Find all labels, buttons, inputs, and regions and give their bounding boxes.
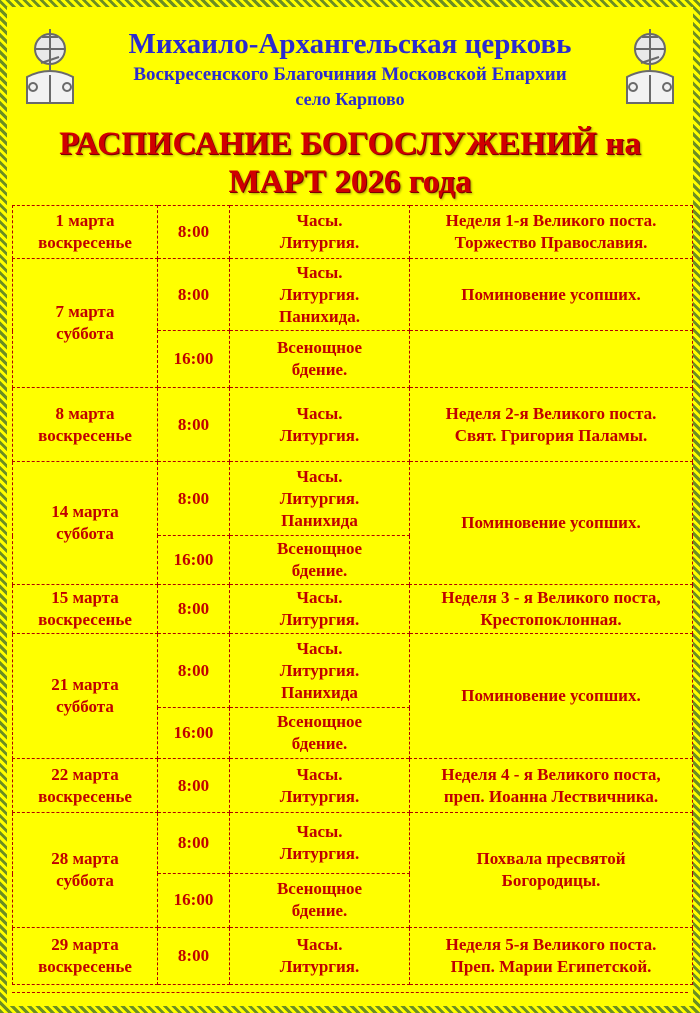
table-row xyxy=(13,927,693,984)
title-line-1: РАСПИСАНИЕ БОГОСЛУЖЕНИЙ на xyxy=(59,126,641,162)
schedule-table xyxy=(12,205,693,985)
date-cell: 7 марта суббота xyxy=(13,259,158,388)
table-row xyxy=(13,462,693,536)
note-cell: Неделя 4 - я Великого поста, преп. Иоанна Лествичника. xyxy=(410,759,693,812)
time-cell: 8:00 xyxy=(158,812,230,874)
note-cell: Неделя 3 - я Великого поста, Крестопоклонная. xyxy=(410,585,693,634)
note-cell: Неделя 5-я Великого поста. Преп. Марии Египетской. xyxy=(410,927,693,984)
note-cell: Поминовение усопших. xyxy=(410,634,693,759)
service-cell: Часы. Литургия. Панихида. xyxy=(230,259,410,331)
note-cell: Поминовение усопших. xyxy=(410,259,693,331)
service-cell: Часы. Литургия. xyxy=(230,388,410,462)
note-cell: Похвала пресвятой Богородицы. xyxy=(410,812,693,927)
note-cell: Неделя 1-я Великого поста. Торжество Православия. xyxy=(410,206,693,259)
time-cell: 16:00 xyxy=(158,331,230,388)
service-cell: Часы. Литургия. xyxy=(230,759,410,812)
note-cell: Неделя 2-я Великого поста. Свят. Григория Паламы. xyxy=(410,388,693,462)
service-cell: Часы. Литургия. Панихида xyxy=(230,462,410,536)
time-cell: 8:00 xyxy=(158,388,230,462)
date-cell: 28 марта суббота xyxy=(13,812,158,927)
date-cell: 1 марта воскресенье xyxy=(13,206,158,259)
table-row xyxy=(13,634,693,708)
service-cell: Часы. Литургия. Панихида xyxy=(230,634,410,708)
service-cell: Часы. Литургия. xyxy=(230,927,410,984)
table-row xyxy=(13,812,693,874)
time-cell: 8:00 xyxy=(158,759,230,812)
service-cell: Всенощное бдение. xyxy=(230,331,410,388)
time-cell: 16:00 xyxy=(158,874,230,927)
table-row xyxy=(13,759,693,812)
schedule-title xyxy=(7,125,693,201)
note-cell xyxy=(410,331,693,388)
village-name: село Карпово xyxy=(295,89,405,109)
table-row xyxy=(13,259,693,331)
note-cell: Поминовение усопших. xyxy=(410,462,693,585)
time-cell: 8:00 xyxy=(158,634,230,708)
deanery-name: Воскресенского Благочиния Московской Епархии xyxy=(133,64,567,85)
date-cell: 8 марта воскресенье xyxy=(13,388,158,462)
date-cell: 22 марта воскресенье xyxy=(13,759,158,812)
church-name: Михаило-Архангельская церковь xyxy=(128,28,572,60)
time-cell: 16:00 xyxy=(158,708,230,759)
table-row xyxy=(13,206,693,259)
time-cell: 8:00 xyxy=(158,259,230,331)
time-cell: 8:00 xyxy=(158,206,230,259)
table-row xyxy=(13,388,693,462)
time-cell: 16:00 xyxy=(158,536,230,585)
divider xyxy=(12,992,688,993)
service-cell: Всенощное бдение. xyxy=(230,536,410,585)
service-cell: Часы. Литургия. xyxy=(230,812,410,874)
date-cell: 14 марта суббота xyxy=(13,462,158,585)
date-cell: 29 марта воскресенье xyxy=(13,927,158,984)
time-cell: 8:00 xyxy=(158,585,230,634)
service-cell: Всенощное бдение. xyxy=(230,874,410,927)
header xyxy=(7,7,693,117)
time-cell: 8:00 xyxy=(158,927,230,984)
page-body xyxy=(7,7,693,1006)
title-line-2: МАРТ 2026 года xyxy=(228,164,472,200)
service-cell: Часы. Литургия. xyxy=(230,206,410,259)
orthodox-cross-icon xyxy=(621,27,679,105)
date-cell: 21 марта суббота xyxy=(13,634,158,759)
date-cell: 15 марта воскресенье xyxy=(13,585,158,634)
table-row xyxy=(13,585,693,634)
service-cell: Всенощное бдение. xyxy=(230,708,410,759)
service-cell: Часы. Литургия. xyxy=(230,585,410,634)
time-cell: 8:00 xyxy=(158,462,230,536)
